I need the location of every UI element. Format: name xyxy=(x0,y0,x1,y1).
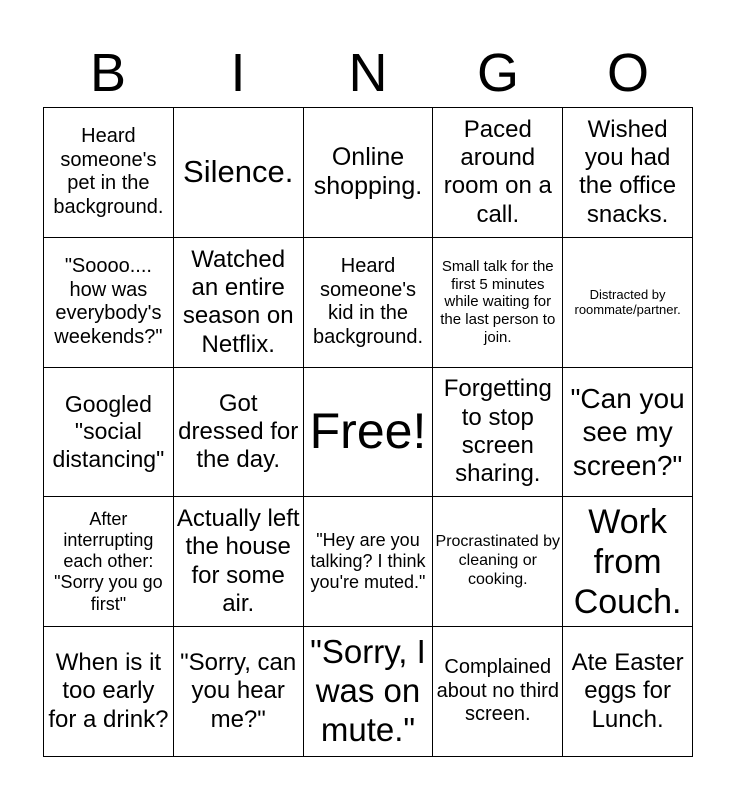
bingo-card-grid xyxy=(43,107,693,757)
bingo-cell[interactable]: Watched an entire season on Netflix. xyxy=(174,238,304,368)
bingo-cell[interactable]: "Soooo.... how was everybody's weekends?" xyxy=(44,238,174,368)
bingo-cell[interactable]: Complained about no third screen. xyxy=(433,627,563,757)
header-letter-g: G xyxy=(476,43,519,103)
bingo-cell[interactable]: Forgetting to stop screen sharing. xyxy=(433,368,563,498)
header-letter-b: B xyxy=(89,43,127,103)
bingo-cell[interactable]: "Sorry, can you hear me?" xyxy=(174,627,304,757)
bingo-cell[interactable]: Actually left the house for some air. xyxy=(174,497,304,627)
header-letter-i: I xyxy=(230,43,246,103)
bingo-cell[interactable]: Procrastinated by cleaning or cooking. xyxy=(433,497,563,627)
bingo-cell[interactable]: Silence. xyxy=(174,108,304,238)
bingo-cell[interactable]: Heard someone's pet in the background. xyxy=(44,108,174,238)
bingo-cell[interactable]: When is it too early for a drink? xyxy=(44,627,174,757)
bingo-cell[interactable]: Paced around room on a call. xyxy=(433,108,563,238)
bingo-header xyxy=(43,40,693,106)
bingo-cell[interactable]: "Can you see my screen?" xyxy=(563,368,693,498)
bingo-cell[interactable]: Got dressed for the day. xyxy=(174,368,304,498)
bingo-cell[interactable]: Work from Couch. xyxy=(563,497,693,627)
free-space[interactable]: Free! xyxy=(304,368,434,498)
bingo-cell[interactable]: After interrupting each other: "Sorry you go first" xyxy=(44,497,174,627)
bingo-cell[interactable]: Wished you had the office snacks. xyxy=(563,108,693,238)
bingo-cell[interactable]: Distracted by roommate/partner. xyxy=(563,238,693,368)
bingo-cell[interactable]: Googled "social distancing" xyxy=(44,368,174,498)
bingo-cell[interactable]: Ate Easter eggs for Lunch. xyxy=(563,627,693,757)
header-letter-n: N xyxy=(348,43,388,103)
bingo-cell[interactable]: Small talk for the first 5 minutes while waiting for the last person to join. xyxy=(433,238,563,368)
bingo-cell[interactable]: Online shopping. xyxy=(304,108,434,238)
header-letter-o: O xyxy=(606,43,649,103)
bingo-cell[interactable]: "Hey are you talking? I think you're muted." xyxy=(304,497,434,627)
bingo-cell[interactable]: Heard someone's kid in the background. xyxy=(304,238,434,368)
bingo-cell[interactable]: "Sorry, I was on mute." xyxy=(304,627,434,757)
